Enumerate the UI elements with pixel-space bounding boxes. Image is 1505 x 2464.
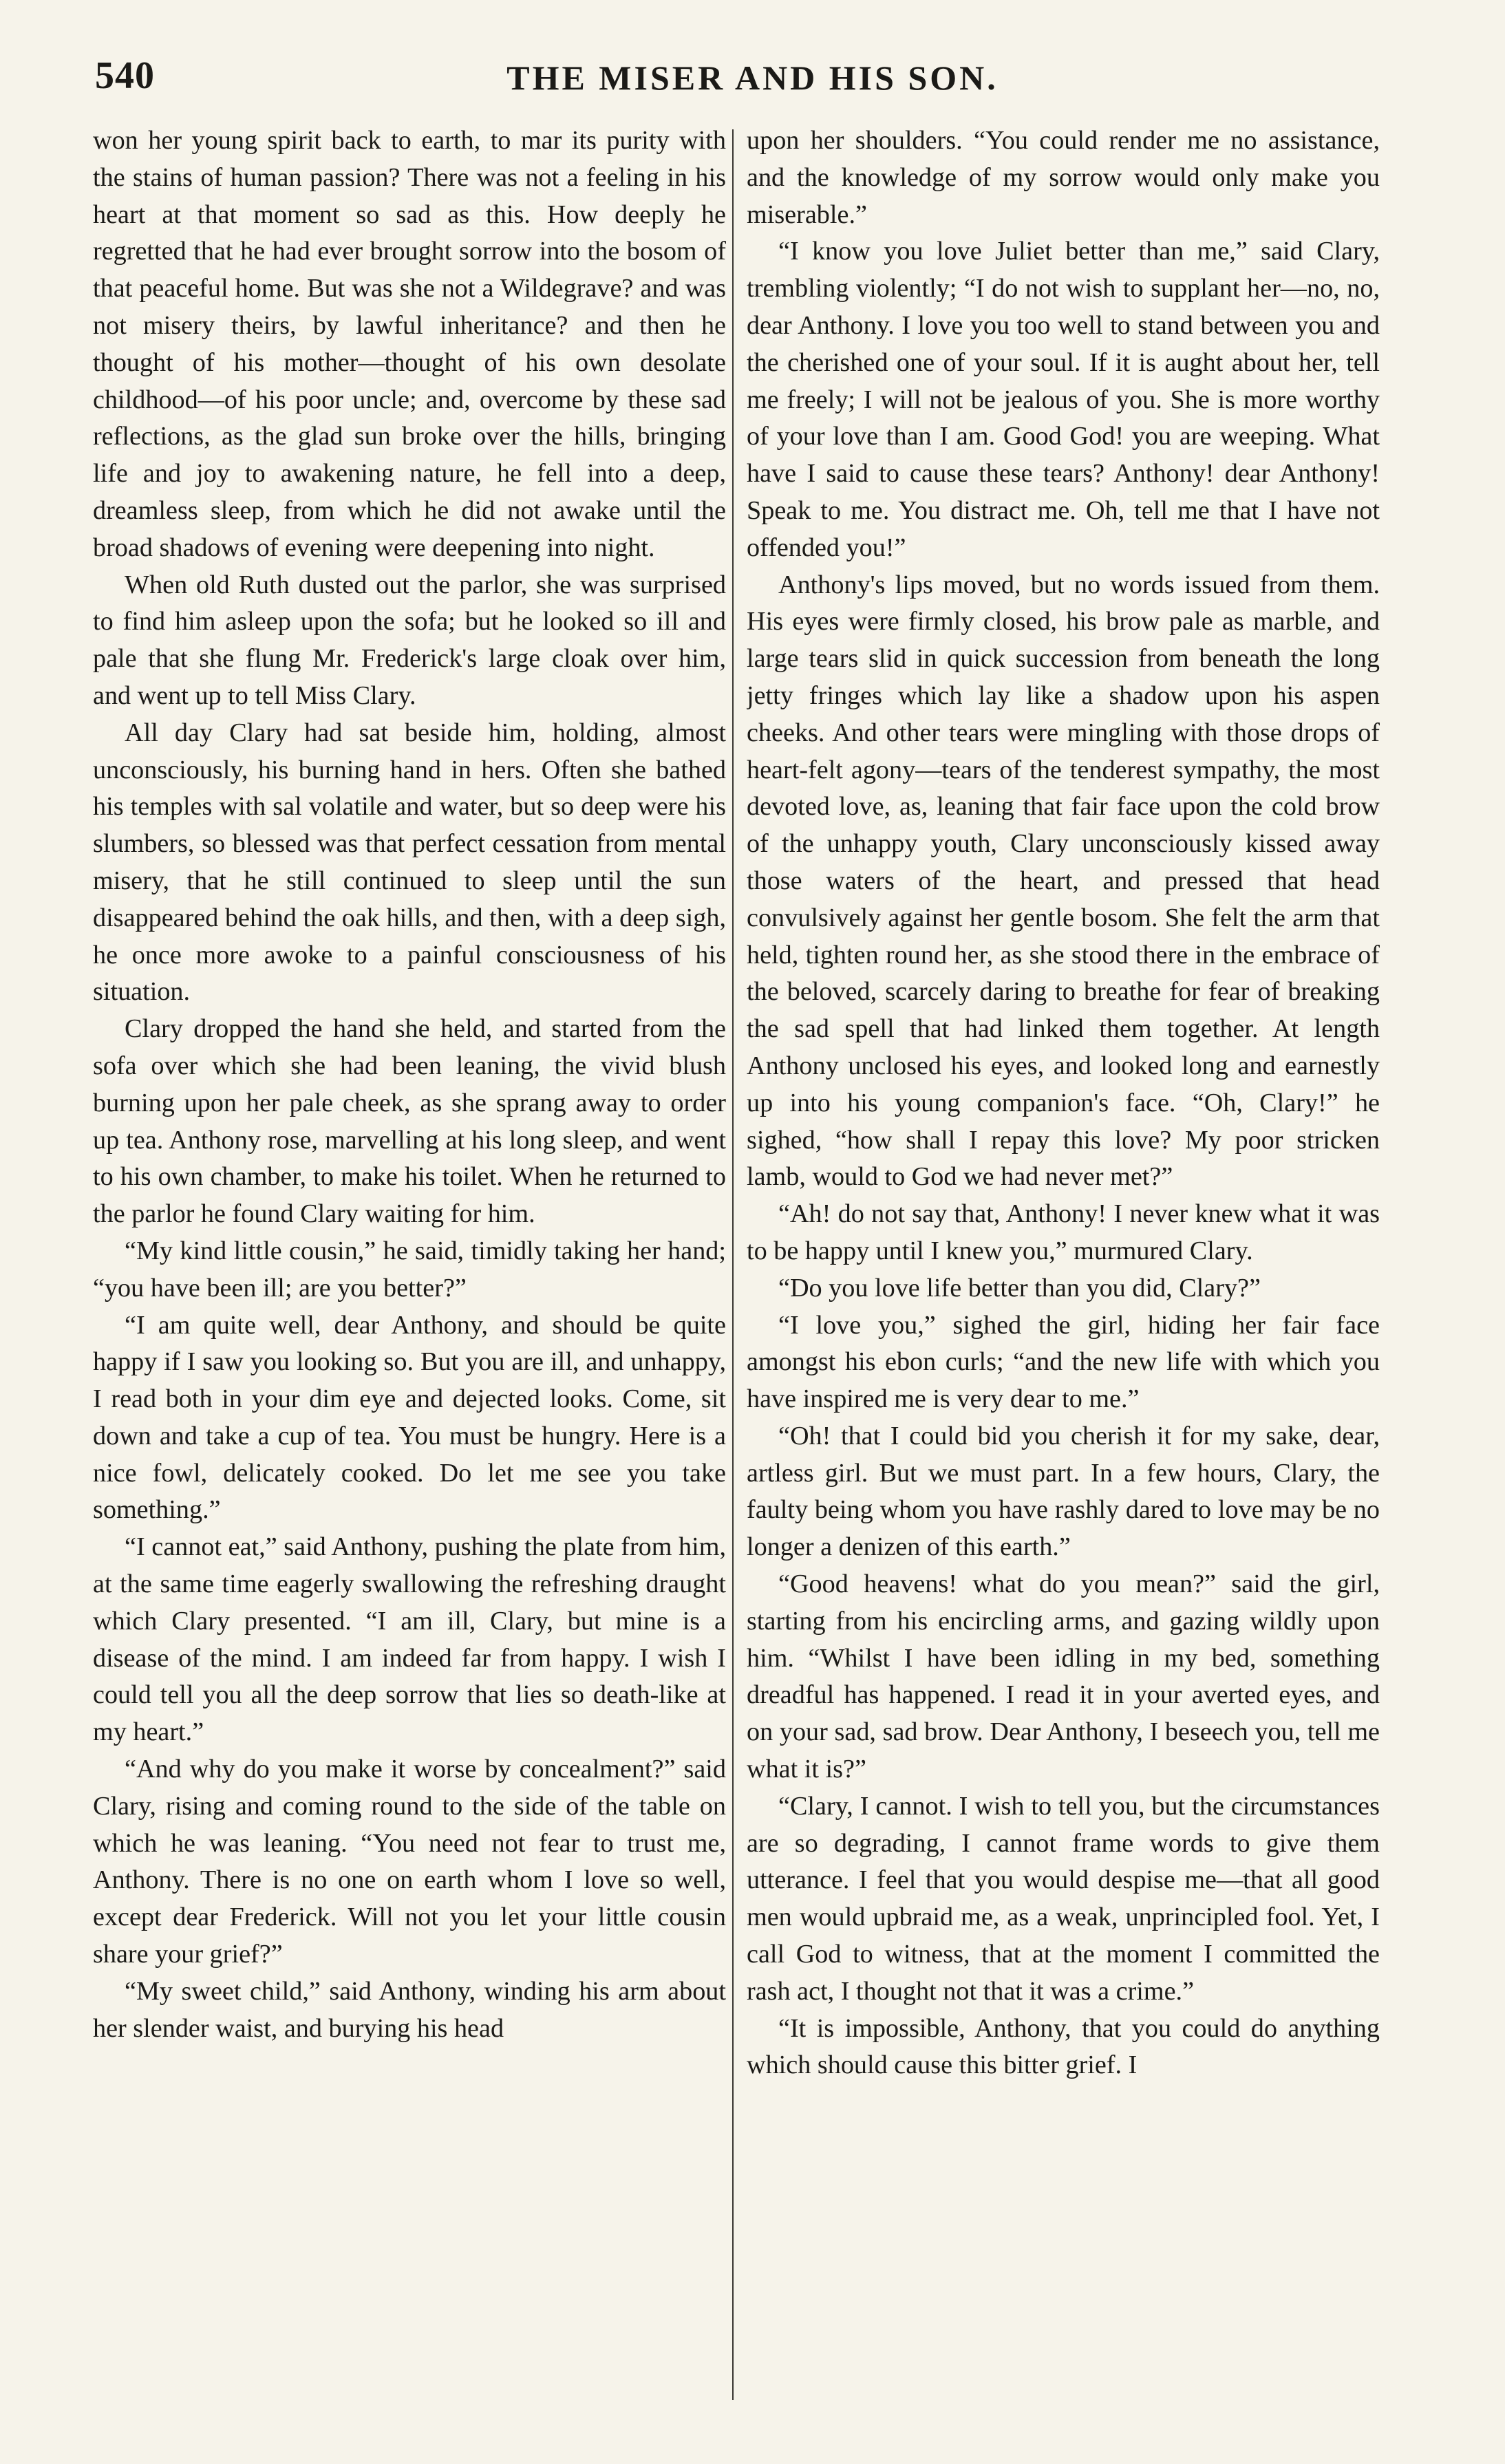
right-text-column [747, 122, 1380, 2414]
running-title: THE MISER AND HIS SON. [506, 58, 999, 97]
paragraph: “Good heavens! what do you mean?” said the girl, starting from his encircling arms, and gazing wildly upon him. “Whilst I have been idling in my bed, something dreadful has happened. I read it in your averted eyes, and on your sad, sad brow. Dear Anthony, I beseech you, tell me what it is?” [747, 1570, 1380, 1784]
paragraph: “My kind little cousin,” he said, timidly taking her hand; “you have been ill; are you better?” [93, 1236, 726, 1303]
paragraph: “I know you love Juliet better than me,” said Clary, trembling violently; “I do not wish to supplant her—no, no, dear Anthony. I love you too well to stand between you and the cherished one of your soul. If it is aught about her, tell me freely; I will not be jealous of you. She is more worthy of your love than I am. Good God! you are weeping. What have I said to cause these tears? Anthony! dear Anthony! Speak to me. You distract me. Oh, tell me that I have not offended you!” [747, 237, 1380, 562]
paragraph: “It is impossible, Anthony, that you could do anything which should cause this bitter grief. I [747, 2013, 1380, 2080]
paragraph: “Clary, I cannot. I wish to tell you, but the circumstances are so degrading, I cannot frame words to give them utterance. I feel that you would despise me—that all good men would upbraid me, as a weak, unprincipled fool. Yet, I call God to witness, that at the moment I committed the rash act, I thought not that it was a crime.” [747, 1791, 1380, 2006]
paragraph: Clary dropped the hand she held, and started from the sofa over which she had been leaning, the vivid blush burning upon her pale cheek, as she sprang away to order up tea. Anthony rose, marvelling at his long sleep, and went to his own chamber, to make his toilet. When he returned to the parlor he found Clary waiting for him. [93, 1014, 726, 1229]
paragraph: “Ah! do not say that, Anthony! I never knew what it was to be happy until I knew you,” murmured Clary. [747, 1199, 1380, 1265]
column-divider [732, 129, 734, 2400]
page-header [0, 54, 1505, 116]
paragraph: “Do you love life better than you did, Clary?” [778, 1273, 1261, 1303]
paragraph: When old Ruth dusted out the parlor, she was surprised to find him asleep upon the sofa; but he looked so ill and pale that she flung Mr. Frederick's large cloak over him, and went up to tell Miss Clary. [93, 570, 726, 710]
paragraph: “I cannot eat,” said Anthony, pushing the plate from him, at the same time eagerly swallowing the refreshing draught which Clary presented. “I am ill, Clary, but mine is a disease of the mind. I am indeed far from happy. I wish I could tell you all the deep sorrow that lies so death-like at my heart.” [93, 1532, 726, 1747]
left-text-column [93, 122, 726, 2414]
paragraph: upon her shoulders. “You could render me no assistance, and the knowledge of my sorrow would only make you miserable.” [747, 126, 1380, 229]
page-number: 540 [95, 54, 155, 97]
paragraph: “Oh! that I could bid you cherish it for my sake, dear, artless girl. But we must part. In a few hours, Clary, the faulty being whom you have rashly dared to love may be no longer a denizen of this earth.” [747, 1421, 1380, 1562]
paragraph: “My sweet child,” said Anthony, winding his arm about her slender waist, and burying his head [93, 1976, 726, 2043]
paragraph: “And why do you make it worse by concealment?” said Clary, rising and coming round to the side of the table on which he was leaning. “You need not fear to trust me, Anthony. There is no one on earth whom I love so well, except dear Frederick. Will not you let your little cousin share your grief?” [93, 1755, 726, 1969]
paragraph: won her young spirit back to earth, to mar its purity with the stains of human passion? There was not a feeling in his heart at that moment so sad as this. How deeply he regretted that he had ever brought sorrow into the bosom of that peaceful home. But was she not a Wildegrave? and was not misery theirs, by lawful inheritance? and then he thought of his mother—thought of his own desolate childhood—of his poor uncle; and, overcome by these sad reflections, as the glad sun broke over the hills, bringing life and joy to awakening nature, he fell into a deep, dreamless sleep, from which he did not awake until the broad shadows of evening were deepening into night. [93, 126, 726, 562]
paragraph: Anthony's lips moved, but no words issued from them. His eyes were firmly closed, his brow pale as marble, and large tears slid in quick succession from beneath the long jetty fringes which lay like a shadow upon his aspen cheeks. And other tears were mingling with those drops of heart-felt agony—tears of the tenderest sympathy, the most devoted love, as, leaning that fair face upon the cold brow of the unhappy youth, Clary unconsciously kissed away those waters of the heart, and pressed that head convulsively against her gentle bosom. She felt the arm that held, tighten round her, as she stood there in the embrace of the beloved, scarcely daring to breathe for fear of breaking the sad spell that had linked them together. At length Anthony unclosed his eyes, and looked long and earnestly up into his young companion's face. “Oh, Clary!” he sighed, “how shall I repay this love? My poor stricken lamb, would to God we had never met?” [747, 570, 1380, 1192]
paragraph: “I love you,” sighed the girl, hiding her fair face amongst his ebon curls; “and the new life with which you have inspired me is very dear to me.” [747, 1310, 1380, 1414]
paragraph: All day Clary had sat beside him, holding, almost unconsciously, his burning hand in hers. Often she bathed his temples with sal volatile and water, but so deep were his slumbers, so blessed was that perfect cessation from mental misery, that he still continued to sleep until the sun disappeared behind the oak hills, and then, with a deep sigh, he once more awoke to a painful consciousness of his situation. [93, 718, 726, 1007]
paragraph: “I am quite well, dear Anthony, and should be quite happy if I saw you looking so. But you are ill, and unhappy, I read both in your dim eye and dejected looks. Come, sit down and take a cup of tea. You must be hungry. Here is a nice fowl, delicately cooked. Do let me see you take something.” [93, 1310, 726, 1525]
